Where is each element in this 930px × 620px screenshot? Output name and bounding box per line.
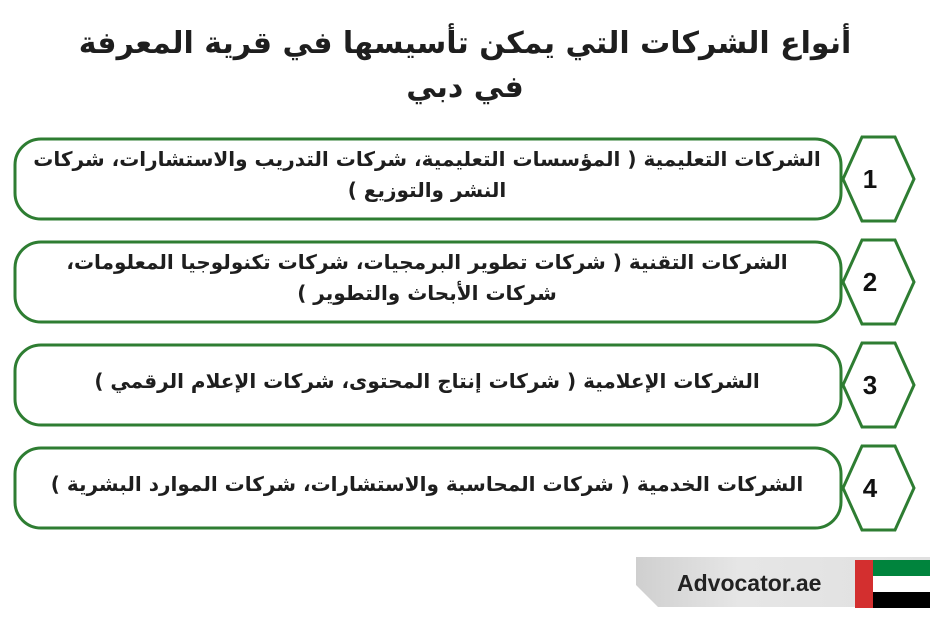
list-item bbox=[12, 441, 922, 537]
uae-flag-icon bbox=[855, 560, 930, 608]
list-item bbox=[12, 235, 922, 331]
brand-logo-text[interactable]: Advocator.ae bbox=[677, 569, 822, 596]
item-text: الشركات التقنية ( شركات تطوير البرمجيات، شركات تكنولوجيا المعلومات، شركات الأبحاث والتطوير ) bbox=[66, 250, 788, 305]
item-text: الشركات التعليمية ( المؤسسات التعليمية، شركات التدريب والاستشارات، شركات النشر والتوزيع ) bbox=[33, 147, 821, 202]
item-text: الشركات الإعلامية ( شركات إنتاج المحتوى، شركات الإعلام الرقمي ) bbox=[94, 368, 760, 393]
item-text: الشركات الخدمية ( شركات المحاسبة والاستشارات، شركات الموارد البشرية ) bbox=[50, 471, 804, 496]
item-number: 2 bbox=[862, 266, 878, 297]
list-item bbox=[12, 132, 922, 228]
list-item bbox=[12, 338, 922, 434]
item-number: 4 bbox=[862, 472, 878, 503]
item-number: 3 bbox=[862, 369, 878, 400]
item-number: 1 bbox=[862, 163, 878, 194]
page-title: أنواع الشركات التي يمكن تأسيسها في قرية المعرفة في دبي bbox=[78, 26, 852, 105]
